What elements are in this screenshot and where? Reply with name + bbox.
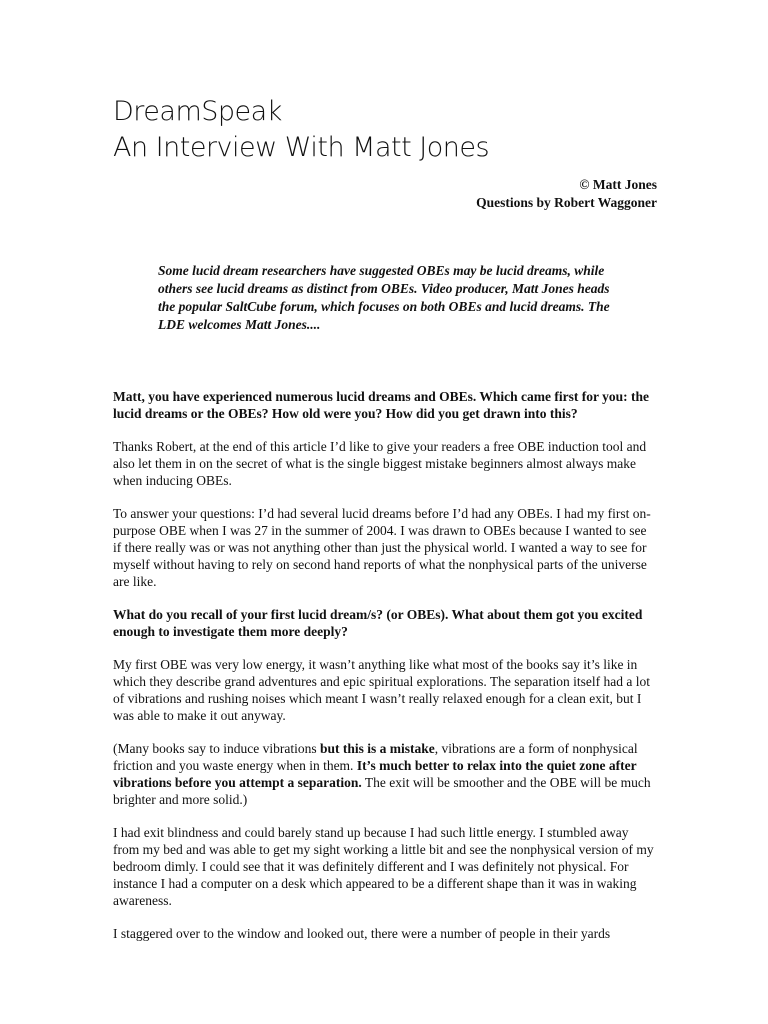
answer-4-text-2: , vibrations are a form of nonphysical friction and you waste energy when in them.: [113, 741, 638, 773]
copyright-line: © Matt Jones: [579, 177, 657, 192]
interview-body: [113, 388, 658, 958]
answer-4-text-3: The exit will be smoother and the OBE will be much brighter and more solid.): [113, 775, 651, 807]
questions-by-line: Questions by Robert Waggoner: [476, 195, 657, 210]
abstract-paragraph: Some lucid dream researchers have suggested OBEs may be lucid dreams, while others see lucid dreams as distinct from OBEs. Video producer, Matt Jones heads the popular SaltCube forum, which focuses on both OBEs and lucid dreams. The LDE welcomes Matt Jones....: [158, 263, 610, 332]
answer-paragraph-1: Thanks Robert, at the end of this article I’d like to give your readers a free OBE induction tool and also let them in on the secret of what is the single biggest mistake beginners almost always make when inducing OBEs.: [113, 439, 647, 488]
question-2: What do you recall of your first lucid dream/s? (or OBEs). What about them got you excited enough to investigate them more deeply?: [113, 607, 643, 639]
answer-paragraph-2: To answer your questions: I’d had several lucid dreams before I’d had any OBEs. I had my first on-purpose OBE when I was 27 in the summer of 2004. I was drawn to OBEs because I wanted to see if there really was or was not anything other than just the physical world. I wanted a way to see for myself without having to rely on second hand reports of what the nonphysical parts of the universe are like.: [113, 506, 651, 589]
title-line-2: An Interview With Matt Jones: [113, 132, 490, 163]
credits: [476, 176, 657, 212]
answer-paragraph-6: I staggered over to the window and looked out, there were a number of people in their yards: [113, 926, 611, 941]
answer-paragraph-4: [113, 740, 658, 808]
document-title: [113, 94, 489, 166]
answer-4-text-1: (Many books say to induce vibrations: [113, 741, 320, 756]
answer-4-emphasis-2: It’s much better to relax into the quiet zone after vibrations before you attempt a separation.: [113, 758, 637, 790]
answer-4-emphasis-1: but this is a mistake: [319, 741, 435, 756]
title-line-1: DreamSpeak: [113, 96, 282, 127]
answer-paragraph-5: I had exit blindness and could barely stand up because I had such little energy. I stumbled away from my bed and was able to get my sight working a little bit and see the nonphysical version of my bedroom dimly. I could see that it was definitely different and I was definitely not physical. For instance I had a computer on a desk which appeared to be a different shape than it was in waking awareness.: [113, 825, 654, 908]
answer-paragraph-3: My first OBE was very low energy, it wasn’t anything like what most of the books say it’s like in which they describe grand adventures and epic spiritual explorations. The separation itself had a lot of vibrations and rushing noises which meant I wasn’t really relaxed enough for a clean exit, but I was able to make it out anyway.: [113, 657, 650, 723]
question-1: Matt, you have experienced numerous lucid dreams and OBEs. Which came first for you: the lucid dreams or the OBEs? How old were you? How did you get drawn into this?: [113, 389, 649, 421]
